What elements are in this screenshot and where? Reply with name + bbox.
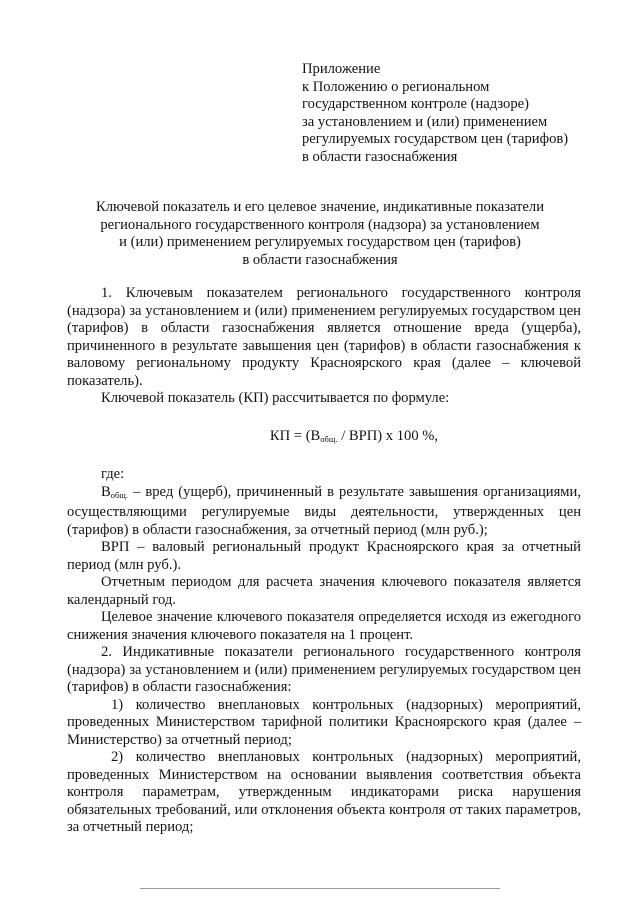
where-label: где: xyxy=(101,466,125,482)
appendix-header xyxy=(302,61,622,166)
definition-grp: ВРП – валовый региональный продукт Красноярского края за отчетный период (млн руб.). xyxy=(67,539,581,573)
paragraph-key-indicator: 1. Ключевым показателем регионального государственного контроля (надзора) за установлением и (или) применением регулируемых государством цен (тарифов) в области газоснабжения является отношение вреда (ущерба), причиненного в результате завышения цен (тарифов) в области газоснабжения к валовому региональному продукту Красноярского края (далее – ключевой показатель). xyxy=(67,285,581,389)
appendix-line: государственном контроле (надзоре) xyxy=(302,96,529,112)
definition-subscript: общ. xyxy=(110,489,128,500)
paragraph-indicative-indicators: 2. Индикативные показатели регионального государственного контроля (надзора) за установлением и (или) применением регулируемых государством цен (тарифов) в области газоснабжения: xyxy=(67,644,581,695)
document-title xyxy=(60,199,580,269)
paragraph-reporting-period: Отчетным периодом для расчета значения ключевого показателя является календарный год. xyxy=(67,574,581,608)
paragraph-target-value: Целевое значение ключевого показателя определяется исходя из ежегодного снижения значения ключевого показателя на 1 процент. xyxy=(67,609,581,643)
definition-text: – вред (ущерб), причиненный в результате завышения организациями, осуществляющими регулируемые виды деятельности, утвержденных цен (тарифов) в области газоснабжения, за отчетный период (млн руб.); xyxy=(67,483,581,538)
page-edge-divider xyxy=(140,888,500,889)
list-item: 1) количество внеплановых контрольных (надзорных) мероприятий, проведенных Министерством тарифной политики Красноярского края (далее – Министерство) за отчетный период; xyxy=(67,696,581,748)
formula-prefix: КП = (В xyxy=(269,427,321,444)
document-body xyxy=(67,285,581,837)
title-line: в области газоснабжения xyxy=(242,251,398,268)
appendix-line: регулируемых государством цен (тарифов) xyxy=(302,131,569,147)
title-line: регионального государственного контроля (надзора) за установлением xyxy=(100,216,540,233)
formula-suffix: / ВРП) х 100 %, xyxy=(337,427,439,444)
list-item: 2) количество внеплановых контрольных (надзорных) мероприятий, проведенных Министерством на основании выявления соответствия объекта контроля параметрам, утвержденным индикаторами риска нарушения обязательных требований, или отклонения объекта контроля от таких параметров, за отчетный период; xyxy=(67,749,581,835)
formula xyxy=(67,428,581,449)
appendix-line: в области газоснабжения xyxy=(302,148,458,165)
title-line: и (или) применением регулируемых государством цен (тарифов) xyxy=(119,234,521,250)
appendix-line: к Положению о региональном xyxy=(302,78,490,95)
appendix-line: за установлением и (или) применением xyxy=(302,113,548,130)
definition-damage xyxy=(67,484,581,540)
definition-symbol: В xyxy=(101,483,111,500)
formula-subscript: общ. xyxy=(320,433,338,444)
appendix-line: Приложение xyxy=(302,61,381,77)
title-line: Ключевой показатель и его целевое значение, индикативные показатели xyxy=(95,199,544,215)
paragraph-formula-intro: Ключевой показатель (КП) рассчитывается по формуле: xyxy=(101,390,450,406)
